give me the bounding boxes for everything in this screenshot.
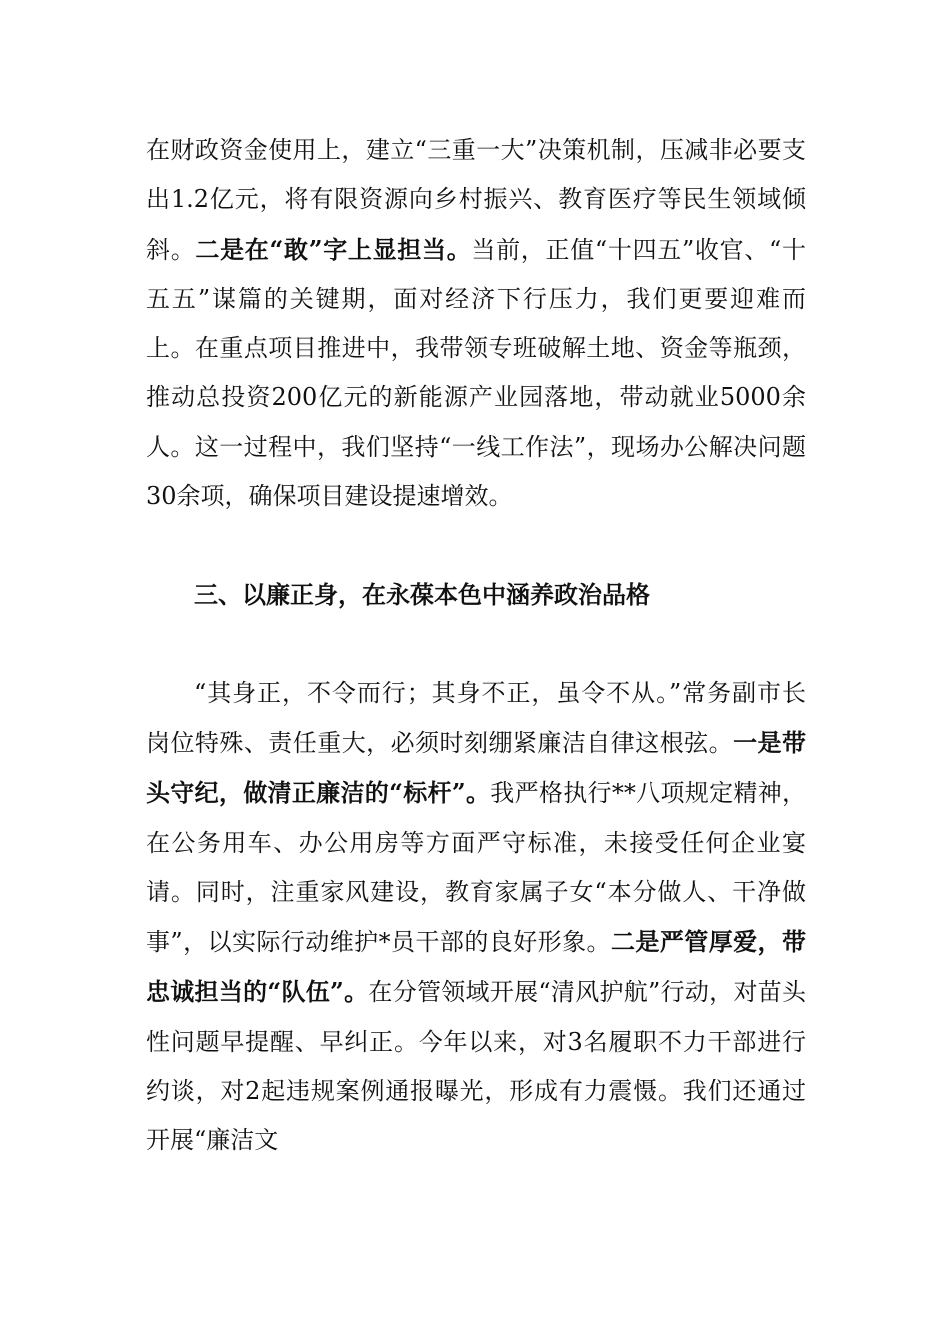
text-key-projects: 当前，正值“十四五”收官、“十五五”谋篇的关键期，面对经济下行压力，我们更要迎难而上。在重点项目推进中，我带领专班破解土地、资金等瓶颈，推动总投资200亿元的新能源产业园落地，带动就业5000余人。这一过程中，我们坚持“一线工作法”，现场办公解决问题30余项，确保项目建设提速增效。	[146, 235, 807, 511]
text-discipline-details: 我严格执行**八项规定精神，在公务用车、办公用房等方面严守标准，未接受任何企业宴请。同时，注重家风建设，教育家属子女“本分做人、干净做事”，以实际行动维护*员干部的良好形象。	[146, 779, 807, 957]
paragraph-fiscal-and-projects	[146, 126, 806, 521]
point-two-team: 二是严管厚爱，带忠诚担当的“队伍”。	[146, 927, 806, 1007]
text-integrity-intro: “其身正，不令而行；其身不正，虽令不从。”常务副市长岗位特殊、责任重大，必须时刻绷紧廉洁自律这根弦。	[146, 678, 806, 757]
paragraph-integrity	[146, 669, 806, 1166]
point-two-courage: 二是在“敢”字上显担当。	[195, 234, 472, 264]
document-body	[146, 126, 806, 1166]
text-team-details: 在分管领域开展“清风护航”行动，对苗头性问题早提醒、早纠正。今年以来，对3名履职不力干部进行约谈，对2起违规案例通报曝光，形成有力震慑。我们还通过开展“廉洁文	[146, 978, 807, 1155]
text-fiscal-funds: 在财政资金使用上，建立“三重一大”决策机制，压减非必要支出1.2亿元，将有限资源向乡村振兴、教育医疗等民生领域倾斜。	[146, 136, 806, 264]
point-one-discipline: 一是带头守纪，做清正廉洁的“标杆”。	[146, 727, 807, 808]
section-heading-three: 三、以廉正身，在永葆本色中涵养政治品格	[194, 580, 650, 610]
